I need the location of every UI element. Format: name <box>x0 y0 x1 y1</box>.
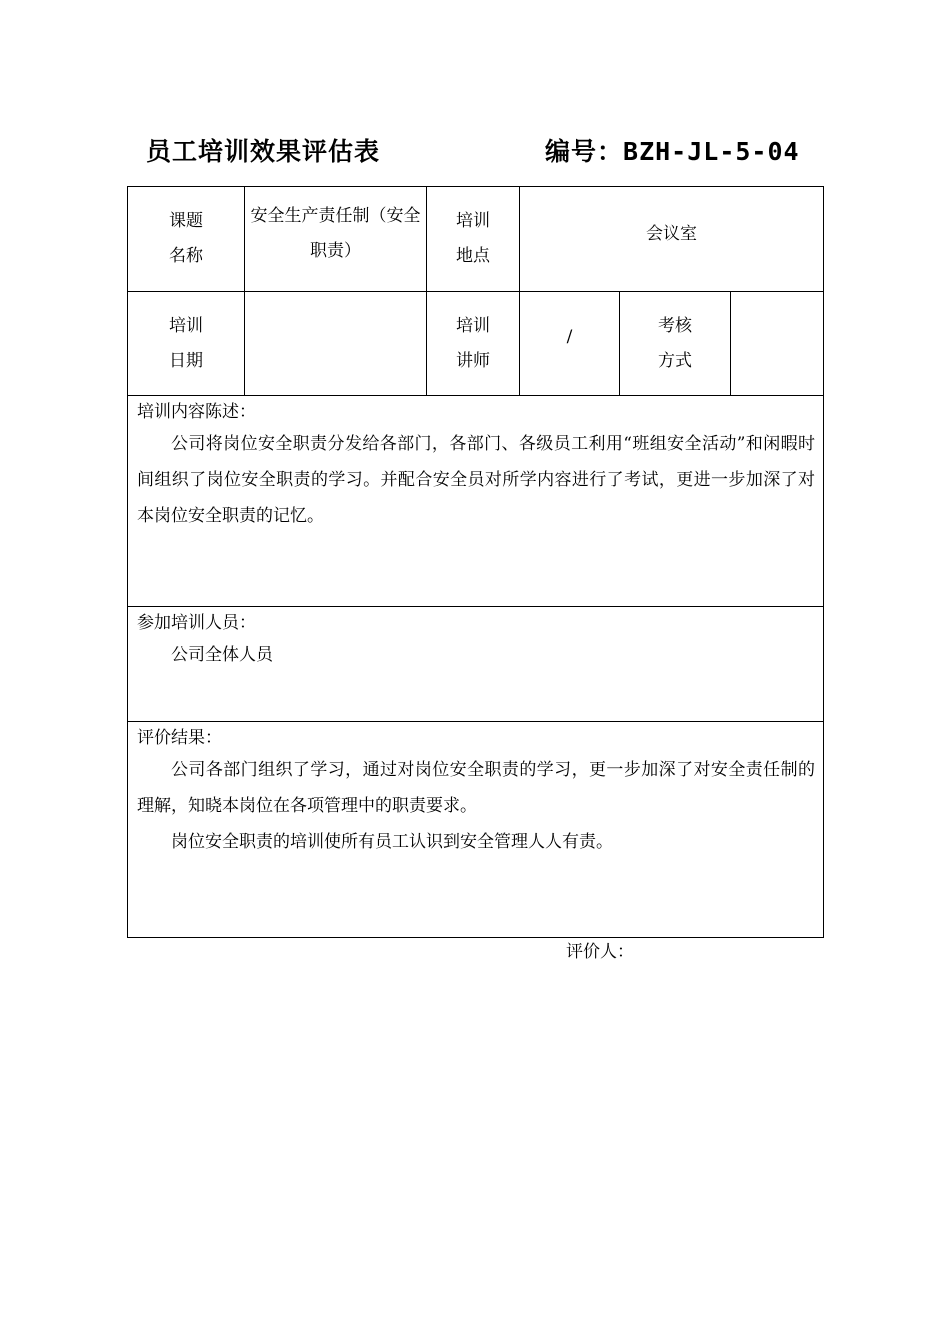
location-label: 培训 地点 <box>427 187 520 292</box>
form-code-label: 编号： <box>545 137 624 166</box>
content-label: 培训内容陈述： <box>137 402 256 422</box>
date-label: 培训 日期 <box>128 292 245 396</box>
content-block[interactable] <box>128 396 824 607</box>
evaluation-label: 评价结果： <box>137 728 222 748</box>
row-topic <box>128 187 824 292</box>
evaluation-block[interactable] <box>128 722 824 938</box>
evaluation-form-table <box>127 186 824 938</box>
assessment-label: 考核 方式 <box>620 292 731 396</box>
location-value[interactable]: 会议室 <box>520 187 824 292</box>
assessment-value[interactable] <box>731 292 824 396</box>
form-code <box>545 132 800 168</box>
row-evaluation <box>128 722 824 938</box>
participants-block[interactable] <box>128 607 824 722</box>
evaluation-paragraph-2: 岗位安全职责的培训使所有员工认识到安全管理人人有责。 <box>171 832 613 852</box>
form-title: 员工培训效果评估表 <box>146 137 381 166</box>
row-content <box>128 396 824 607</box>
topic-label: 课题 名称 <box>128 187 245 292</box>
row-date <box>128 292 824 396</box>
evaluator-label: 评价人： <box>566 942 634 962</box>
form-code-value: BZH-JL-5-04 <box>623 137 800 166</box>
participants-text: 公司全体人员 <box>171 645 273 665</box>
content-text: 公司将岗位安全职责分发给各部门，各部门、各级员工利用“班组安全活动”和闲暇时间组织了岗位安全职责的学习。并配合安全员对所学内容进行了考试，更进一步加深了对本岗位安全职责的记忆。 <box>137 434 816 526</box>
lecturer-label: 培训 讲师 <box>427 292 520 396</box>
evaluation-paragraph-1: 公司各部门组织了学习，通过对岗位安全职责的学习，更一步加深了对安全责任制的理解，知晓本岗位在各项管理中的职责要求。 <box>137 760 816 816</box>
lecturer-value[interactable]: / <box>520 292 620 396</box>
date-value[interactable] <box>245 292 427 396</box>
row-participants <box>128 607 824 722</box>
topic-value[interactable]: 安全生产责任制（安全职责） <box>245 187 427 292</box>
participants-label: 参加培训人员： <box>137 613 256 633</box>
